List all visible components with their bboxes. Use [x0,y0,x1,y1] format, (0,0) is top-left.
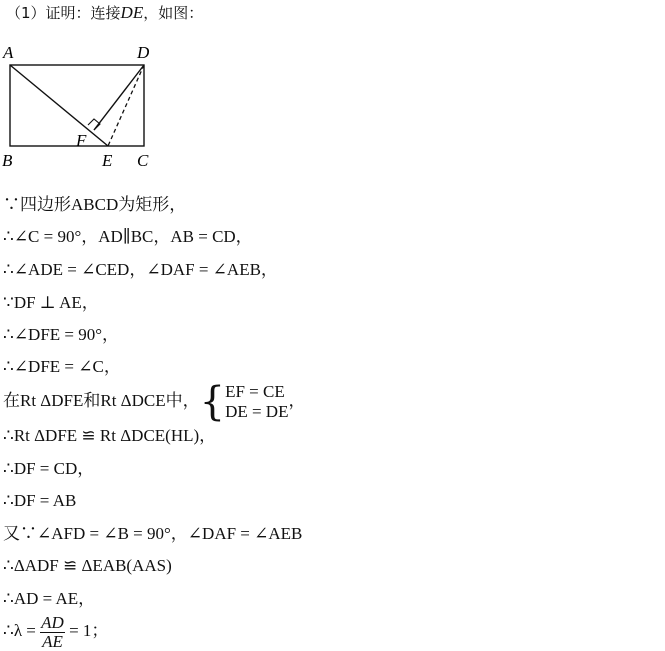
heading-segment: DE [120,3,144,22]
proof-line-10: ∴DF = AB [3,491,77,510]
proof-line-13: ∴AD = AE， [3,589,96,608]
rectangle-figure [0,40,170,175]
brace-symbol: { [199,379,226,426]
label-e: E [102,151,113,170]
heading-suffix: ，如图： [143,4,204,22]
proof-line-7-tail: ， [288,391,306,410]
label-d: D [137,43,150,62]
system-eq-1: EF = CE [225,382,285,402]
segment-ae [10,65,108,146]
proof-line-1: ∵四边形ABCD为矩形， [3,195,187,214]
proof-line-14 [3,612,108,651]
fraction-denominator: AE [42,631,63,651]
label-b: B [2,151,13,170]
segment-df [94,65,144,130]
label-f: F [76,131,87,150]
proof-line-9: ∴DF = CD， [3,459,95,478]
proof-line-8: ∴Rt ΔDFE ≌ Rt ΔDCE(HL)， [3,426,217,445]
system-eq-2: DE = DE [225,402,289,422]
proof-line-2: ∴∠C = 90°，AD∥BC，AB = CD， [3,227,253,246]
part-heading [6,2,203,23]
proof-line-3: ∴∠ADE = ∠CED，∠DAF = ∠AEB， [3,260,278,279]
heading-prefix: （1）证明：连接 [6,4,121,22]
proof-line-6: ∴∠DFE = ∠C， [3,357,121,376]
lambda-result: = 1； [69,621,109,640]
label-c: C [137,151,149,170]
proof-line-7-lead: 在Rt ΔDFE和Rt ΔDCE中， [3,391,200,410]
proof-line-7 [3,379,306,426]
label-a: A [3,43,14,62]
proof-line-4: ∵DF ⊥ AE， [3,293,99,312]
equation-system [225,382,288,422]
fraction-ad-over-ae [40,614,65,651]
proof-line-5: ∴∠DFE = 90°， [3,325,120,344]
fraction-numerator: AD [41,612,64,632]
lambda-lead: ∴λ = [3,621,36,640]
proof-line-11: 又∵∠AFD = ∠B = 90°，∠DAF = ∠AEB [3,524,303,543]
proof-line-12: ∴ΔADF ≌ ΔEAB(AAS) [3,556,172,575]
